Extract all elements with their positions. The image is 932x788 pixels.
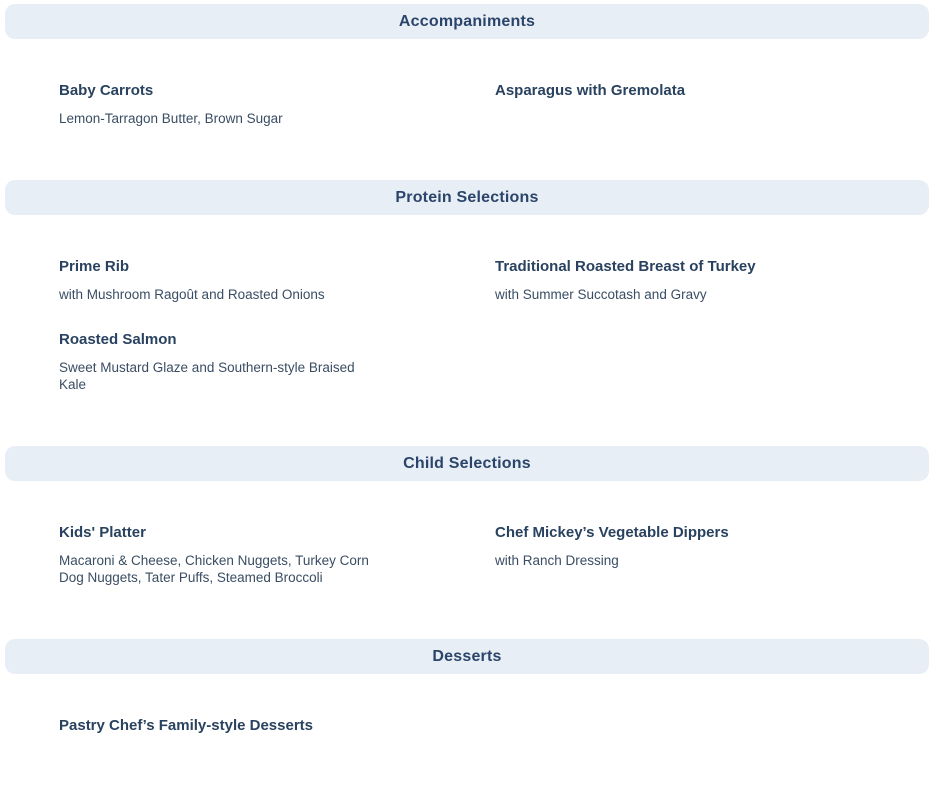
menu-item-description: Sweet Mustard Glaze and Southern-style Braised Kale bbox=[59, 360, 355, 392]
menu-item-description: with Ranch Dressing bbox=[495, 553, 619, 568]
section-title: Child Selections bbox=[403, 454, 531, 472]
menu-item bbox=[495, 524, 912, 586]
section-body bbox=[0, 215, 932, 446]
menu-item-name: Prime Rib bbox=[59, 258, 130, 275]
section-header bbox=[5, 639, 929, 674]
menu-item-description: with Mushroom Ragoût and Roasted Onions bbox=[59, 287, 325, 302]
section-title: Protein Selections bbox=[395, 188, 539, 206]
section-body bbox=[0, 674, 932, 788]
menu-item bbox=[59, 82, 495, 127]
menu-section-child-selections bbox=[0, 446, 932, 639]
section-header bbox=[5, 4, 929, 39]
section-body bbox=[0, 39, 932, 180]
menu-item bbox=[59, 331, 495, 393]
menu-item-name: Traditional Roasted Breast of Turkey bbox=[495, 258, 756, 275]
menu-item-description: Lemon-Tarragon Butter, Brown Sugar bbox=[59, 111, 283, 126]
section-header bbox=[5, 180, 929, 215]
menu-section-accompaniments bbox=[0, 4, 932, 180]
menu-item-name: Kids' Platter bbox=[59, 524, 146, 541]
menu-item-name: Pastry Chef’s Family-style Desserts bbox=[59, 717, 314, 734]
menu-item bbox=[495, 82, 912, 127]
menu-item bbox=[495, 258, 912, 303]
menu-item-description: with Summer Succotash and Gravy bbox=[495, 287, 707, 302]
menu-section-desserts bbox=[0, 639, 932, 788]
menu-item bbox=[59, 258, 495, 303]
menu-item-name: Baby Carrots bbox=[59, 82, 154, 99]
section-body bbox=[0, 481, 932, 639]
menu-item-description: Macaroni & Cheese, Chicken Nuggets, Turkey Corn Dog Nuggets, Tater Puffs, Steamed Broccoli bbox=[59, 553, 369, 585]
menu-item bbox=[59, 717, 495, 735]
section-header bbox=[5, 446, 929, 481]
menu-section-protein-selections bbox=[0, 180, 932, 446]
menu-item-name: Asparagus with Gremolata bbox=[495, 82, 686, 99]
menu-item bbox=[59, 524, 495, 586]
menu-item-name: Roasted Salmon bbox=[59, 331, 177, 348]
menu-item-name: Chef Mickey’s Vegetable Dippers bbox=[495, 524, 729, 541]
section-title: Desserts bbox=[432, 647, 502, 665]
section-title: Accompaniments bbox=[398, 12, 536, 30]
